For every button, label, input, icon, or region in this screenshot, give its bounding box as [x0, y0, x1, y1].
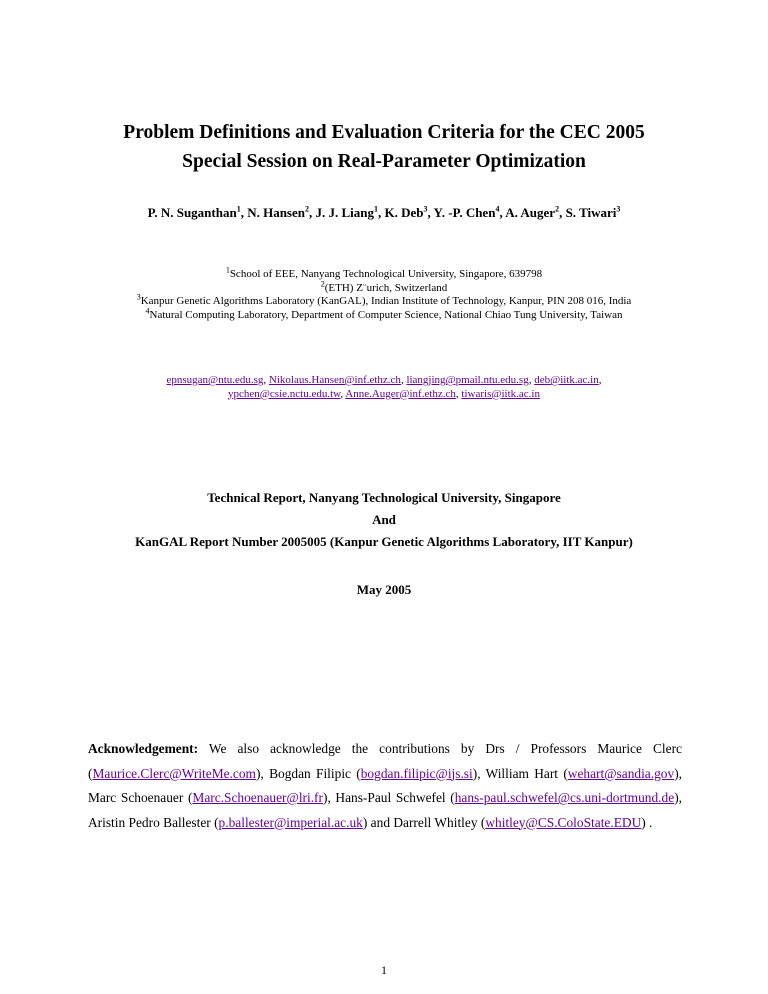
- ack-text: ), William Hart (: [472, 765, 568, 781]
- affiliation-line: [0, 278, 768, 296]
- ack-email-link[interactable]: whitley@CS.ColoState.EDU: [485, 814, 642, 830]
- email-link[interactable]: Anne.Auger@inf.ethz.ch: [345, 387, 456, 400]
- author-affiliation-mark: 3: [423, 204, 428, 214]
- ack-text: ) and Darrell Whitley (: [362, 814, 486, 830]
- email-separator: ,: [400, 374, 407, 386]
- author-affiliation-mark: 1: [374, 204, 379, 214]
- author-separator: ,: [309, 205, 316, 220]
- affiliation-mark: 1: [225, 265, 230, 275]
- author-affiliation-mark: 2: [555, 204, 560, 214]
- ack-text: ), Marc Schoenauer (: [88, 765, 682, 805]
- email-line-1: [0, 374, 768, 388]
- author-affiliation-mark: 2: [305, 204, 309, 214]
- ack-text: ), Bogdan Filipic (: [255, 765, 361, 781]
- email-link[interactable]: liangjing@pmail.ntu.edu.sg: [406, 374, 529, 386]
- author-name: Y. -P. Chen: [433, 205, 496, 220]
- ack-email-link[interactable]: bogdan.filipic@ijs.si: [360, 765, 473, 781]
- author-affiliation-mark: 3: [616, 204, 621, 214]
- email-link[interactable]: ypchen@csie.nctu.edu.tw: [228, 387, 341, 400]
- ack-email-link[interactable]: Maurice.Clerc@WriteMe.com: [92, 765, 256, 781]
- affiliation-text: Kanpur Genetic Algorithms Laboratory (KanGAL), Indian Institute of Technology, Kanpur, PIN 208 016, India: [140, 295, 632, 307]
- ack-text: ), Aristin Pedro Ballester (: [88, 790, 682, 830]
- email-link[interactable]: Nikolaus.Hansen@inf.ethz.ch: [268, 374, 401, 386]
- acknowledgement-label: Acknowledgement:: [88, 741, 199, 756]
- email-separator: ,: [528, 374, 535, 386]
- email-separator: ,: [263, 374, 269, 386]
- ack-email-link[interactable]: wehart@sandia.gov: [567, 765, 675, 781]
- email-link[interactable]: tiwaris@iitk.ac.in: [461, 387, 540, 400]
- email-link[interactable]: epnsugan@ntu.edu.sg: [166, 374, 264, 386]
- author-list: [0, 205, 768, 221]
- author-separator: ,: [240, 205, 248, 220]
- author-separator: ,: [427, 205, 434, 220]
- affiliation-line: [0, 265, 768, 282]
- affiliation-mark: 4: [145, 305, 150, 315]
- report-line-1: Technical Report, Nanyang Technological University, Singapore: [207, 490, 561, 505]
- ack-text: We also acknowledge the contributions by Drs / Professors Maurice Clerc (: [88, 741, 682, 781]
- ack-text: ), Hans-Paul Schwefel (: [322, 790, 455, 805]
- author-separator: ,: [378, 205, 385, 220]
- ack-email-link[interactable]: Marc.Schoenauer@lri.fr: [192, 790, 323, 805]
- affiliation-mark: 3: [136, 292, 141, 302]
- email-trailing-comma: ,: [598, 374, 602, 386]
- email-line-2: [0, 388, 768, 402]
- title-line-1: Problem Definitions and Evaluation Criteria for the CEC 2005: [123, 122, 645, 143]
- ack-email-link[interactable]: hans-paul.schwefel@cs.uni-dortmund.de: [454, 790, 675, 805]
- report-info: [0, 487, 768, 553]
- email-list: [0, 374, 768, 401]
- report-line-3: KanGAL Report Number 2005005 (Kanpur Genetic Algorithms Laboratory, IIT Kanpur): [135, 534, 633, 549]
- author-name: A. Auger: [505, 205, 556, 220]
- affiliation-text: Natural Computing Laboratory, Department of Computer Science, National Chiao Tung University, Taiwan: [149, 308, 623, 321]
- page-number: 1: [381, 963, 387, 977]
- paper-title: [0, 118, 768, 176]
- report-line-2: And: [372, 512, 396, 527]
- report-date: May 2005: [356, 582, 412, 597]
- ack-text: ) .: [641, 814, 653, 830]
- author-name: K. Deb: [384, 205, 424, 220]
- author-name: J. J. Liang: [315, 205, 375, 220]
- title-line-2: Special Session on Real-Parameter Optimization: [182, 151, 586, 172]
- affiliation-mark: 2: [320, 278, 325, 288]
- author-separator: ,: [559, 205, 566, 220]
- author-affiliation-mark: 1: [236, 204, 241, 214]
- email-separator: ,: [340, 387, 346, 400]
- email-separator: ,: [455, 387, 462, 400]
- affiliation-list: [0, 265, 768, 322]
- affiliation-text: School of EEE, Nanyang Technological University, Singapore, 639798: [229, 268, 543, 280]
- affiliation-text: (ETH) Z¨urich, Switzerland: [324, 281, 448, 294]
- author-name: P. N. Suganthan: [147, 205, 237, 220]
- acknowledgement-paragraph: [88, 737, 682, 835]
- author-affiliation-mark: 4: [495, 204, 500, 214]
- email-link[interactable]: deb@iitk.ac.in: [534, 374, 599, 386]
- affiliation-line: [0, 292, 768, 309]
- author-name: S. Tiwari: [565, 205, 617, 220]
- ack-email-link[interactable]: p.ballester@imperial.ac.uk: [218, 814, 363, 830]
- author-separator: ,: [499, 205, 506, 220]
- author-name: N. Hansen: [247, 205, 305, 220]
- affiliation-line: [0, 305, 768, 323]
